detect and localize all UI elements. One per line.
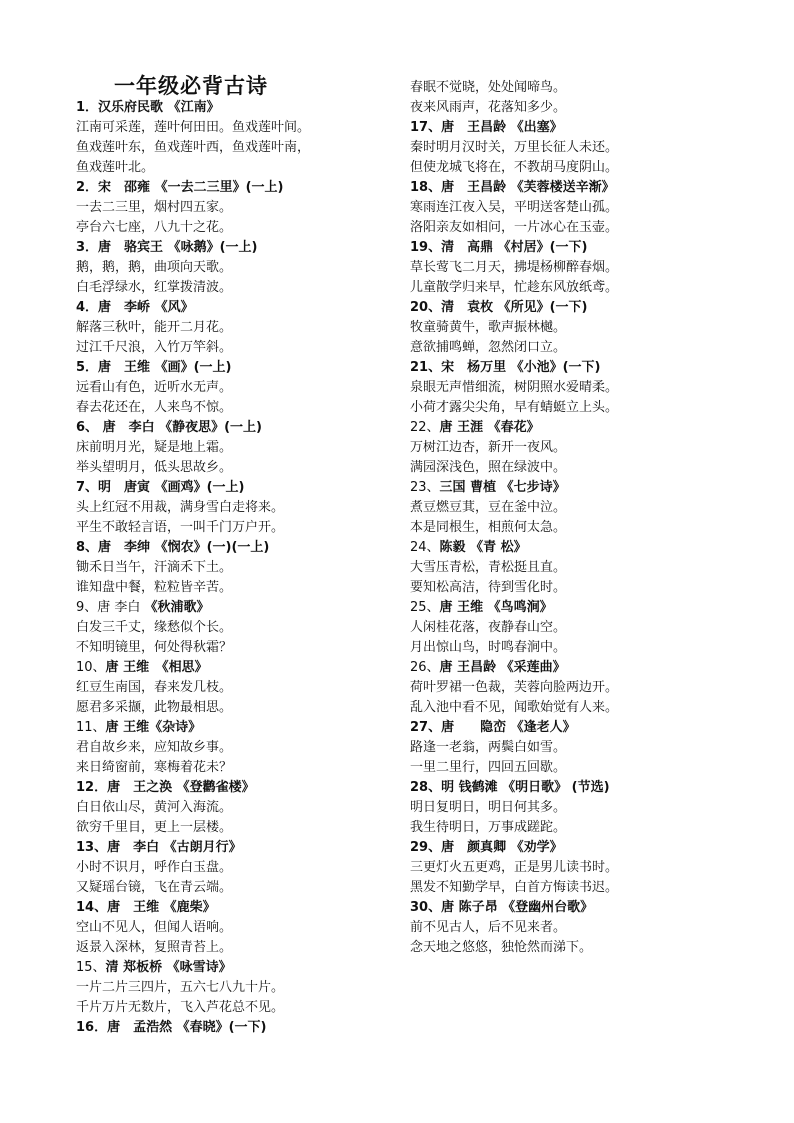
poem-heading: 3．唐 骆宾王 《咏鹅》(一上) <box>76 240 258 255</box>
poem-line: 不知明镜里，何处得秋霜？ <box>76 640 233 655</box>
poem-line: 谁知盘中餐，粒粒皆辛苦。 <box>76 580 233 595</box>
poem-heading <box>410 658 750 678</box>
poem-heading: 27、唐 隐峦 《逢老人》 <box>410 720 576 735</box>
poem-line: 寒雨连江夜入吴，平明送客楚山孤。 <box>410 200 619 215</box>
poem-line: 欲穷千里目，更上一层楼。 <box>76 820 233 835</box>
poem-line: 黑发不知勤学早，白首方悔读书迟。 <box>410 880 619 895</box>
poem-heading: 5．唐 王维 《画》(一上) <box>76 360 232 375</box>
poem-line: 乱入池中看不见，闻歌始觉有人来。 <box>410 700 619 715</box>
poem-line: 儿童散学归来早，忙趁东风放纸鸢。 <box>410 280 619 295</box>
poem-line: 万树江边杏，新开一夜风。 <box>410 440 567 455</box>
poem-title: 清 郑板桥 《咏雪诗》 <box>105 960 232 975</box>
poem-line: 意欲捕鸣蝉，忽然闭口立。 <box>410 340 567 355</box>
poem-heading <box>76 658 416 678</box>
poem-title: 唐 王维 《鸟鸣涧》 <box>439 600 553 615</box>
poem-line: 空山不见人，但闻人语响。 <box>76 920 233 935</box>
poem-line: 亭台六七座，八九十之花。 <box>76 220 233 235</box>
poem-heading <box>76 718 416 738</box>
poem-heading: 2．宋 邵雍 《一去二三里》(一上) <box>76 180 284 195</box>
poem-line: 泉眼无声惜细流，树阴照水爱晴柔。 <box>410 380 619 395</box>
poem-line: 平生不敢轻言语，一叫千门万户开。 <box>76 520 285 535</box>
poem-title: 唐 王维《杂诗》 <box>105 720 202 735</box>
poem-heading: 18、唐 王昌龄 《芙蓉楼送辛渐》 <box>410 180 615 195</box>
poem-heading: 7、明 唐寅 《画鸡》(一上) <box>76 480 245 495</box>
poem-heading: 30、唐 陈子昂 《登幽州台歌》 <box>410 900 594 915</box>
poem-line: 千片万片无数片，飞入芦花总不见。 <box>76 1000 285 1015</box>
poem-line: 念天地之悠悠，独怆然而涕下。 <box>410 940 593 955</box>
poem-line: 月出惊山鸟，时鸣春涧中。 <box>410 640 567 655</box>
poem-heading: 29、唐 颜真卿 《劝学》 <box>410 840 563 855</box>
poem-line: 鱼戏莲叶东，鱼戏莲叶西，鱼戏莲叶南， <box>76 140 311 155</box>
poem-line: 满园深浅色，照在绿波中。 <box>410 460 567 475</box>
poem-line: 举头望明月，低头思故乡。 <box>76 460 233 475</box>
poem-heading <box>76 958 416 978</box>
poem-line: 路逢一老翁，两鬓白如雪。 <box>410 740 567 755</box>
poem-number: 11、 <box>76 720 106 735</box>
poem-title: 唐 王维 《相思》 <box>105 660 208 675</box>
poem-line: 鹅，鹅，鹅，曲项向天歌。 <box>76 260 233 275</box>
poem-heading: 12．唐 王之涣 《登鹳雀楼》 <box>76 780 255 795</box>
poem-line: 君自故乡来，应知故乡事。 <box>76 740 233 755</box>
poem-line: 秦时明月汉时关，万里长征人未还。 <box>410 140 619 155</box>
poem-heading <box>410 478 750 498</box>
poem-line: 春去花还在，人来鸟不惊。 <box>76 400 233 415</box>
poem-line: 远看山有色，近听水无声。 <box>76 380 233 395</box>
poem-line: 一里二里行，四回五回歇。 <box>410 760 567 775</box>
poem-heading: 28、明 钱鹤滩 《明日歌》 (节选) <box>410 780 610 795</box>
poem-heading <box>410 538 750 558</box>
poem-line: 牧童骑黄牛，歌声振林樾。 <box>410 320 567 335</box>
poem-line: 草长莺飞二月天，拂堤杨柳醉春烟。 <box>410 260 619 275</box>
poem-heading: 16．唐 孟浩然 《春晓》(一下) <box>76 1020 267 1035</box>
poem-line: 床前明月光，疑是地上霜。 <box>76 440 233 455</box>
poem-heading: 17、唐 王昌龄 《出塞》 <box>410 120 563 135</box>
poem-line: 返景入深林，复照青苔上。 <box>76 940 233 955</box>
poem-line: 解落三秋叶，能开二月花。 <box>76 320 233 335</box>
poem-line: 本是同根生，相煎何太急。 <box>410 520 567 535</box>
poem-line: 但使龙城飞将在，不教胡马度阴山。 <box>410 160 619 175</box>
poem-line: 来日绮窗前，寒梅着花未？ <box>76 760 233 775</box>
poem-line: 白毛浮绿水，红掌拨清波。 <box>76 280 233 295</box>
poem-number: 9、唐 李白 <box>76 600 145 615</box>
poem-line: 我生待明日，万事成蹉跎。 <box>410 820 567 835</box>
poem-line: 明日复明日，明日何其多。 <box>410 800 567 815</box>
poem-line: 洛阳亲友如相问，一片冰心在玉壶。 <box>410 220 619 235</box>
poem-line: 三更灯火五更鸡，正是男儿读书时。 <box>410 860 619 875</box>
page-title: 一年级必背古诗 <box>114 73 268 98</box>
poem-line: 小荷才露尖尖角，早有蜻蜓立上头。 <box>410 400 619 415</box>
poem-title: 《秋浦歌》 <box>144 600 210 615</box>
poem-number: 15、 <box>76 960 106 975</box>
poem-line: 夜来风雨声，花落知多少。 <box>410 100 567 115</box>
poem-title: 陈毅 《青 松》 <box>439 540 527 555</box>
poem-line: 又疑瑶台镜，飞在青云端。 <box>76 880 233 895</box>
poem-line: 一片二片三四片，五六七八九十片。 <box>76 980 285 995</box>
poem-number: 26、 <box>410 660 440 675</box>
poem-title: 三国 曹植 《七步诗》 <box>439 480 566 495</box>
poem-title: 唐 王涯 《春花》 <box>439 420 540 435</box>
poem-line: 人闲桂花落，夜静春山空。 <box>410 620 567 635</box>
poem-heading: 13、唐 李白 《古朗月行》 <box>76 840 242 855</box>
poem-heading: 4．唐 李峤 《风》 <box>76 300 194 315</box>
left-column <box>76 98 416 1038</box>
poem-line: 一去二三里，烟村四五家。 <box>76 200 233 215</box>
poem-heading: 14、唐 王维 《鹿柴》 <box>76 900 216 915</box>
poem-number: 10、 <box>76 660 106 675</box>
poem-line: 春眠不觉晓，处处闻啼鸟。 <box>410 80 567 95</box>
poem-heading: 20、清 袁枚 《所见》(一下) <box>410 300 588 315</box>
poem-line: 小时不识月，呼作白玉盘。 <box>76 860 233 875</box>
poem-line: 锄禾日当午，汗滴禾下土。 <box>76 560 233 575</box>
poem-line: 红豆生南国，春来发几枝。 <box>76 680 233 695</box>
poem-line: 煮豆燃豆萁，豆在釜中泣。 <box>410 500 567 515</box>
poem-number: 24、 <box>410 540 440 555</box>
poem-line: 白发三千丈，缘愁似个长。 <box>76 620 233 635</box>
poem-heading: 8、唐 李绅 《悯农》(一)(一上) <box>76 540 270 555</box>
poem-title: 唐 王昌龄 《采莲曲》 <box>439 660 566 675</box>
poem-heading: 21、宋 杨万里 《小池》(一下) <box>410 360 601 375</box>
poem-line: 过江千尺浪，入竹万竿斜。 <box>76 340 233 355</box>
poem-heading: 19、清 高鼎 《村居》(一下) <box>410 240 588 255</box>
poem-number: 22、 <box>410 420 440 435</box>
poem-heading <box>410 418 750 438</box>
poem-number: 25、 <box>410 600 440 615</box>
poem-line: 前不见古人，后不见来者。 <box>410 920 567 935</box>
poem-line: 头上红冠不用裁，满身雪白走将来。 <box>76 500 285 515</box>
poem-heading: 6、 唐 李白 《静夜思》(一上) <box>76 420 262 435</box>
poem-line: 江南可采莲，莲叶何田田。鱼戏莲叶间。 <box>76 120 311 135</box>
poem-line: 要知松高洁，待到雪化时。 <box>410 580 567 595</box>
poem-number: 23、 <box>410 480 440 495</box>
poem-line: 荷叶罗裙一色裁，芙蓉向脸两边开。 <box>410 680 619 695</box>
poem-line: 大雪压青松，青松挺且直。 <box>410 560 567 575</box>
poem-heading: 1．汉乐府民歌 《江南》 <box>76 100 220 115</box>
poem-heading <box>76 598 416 618</box>
poem-line: 白日依山尽，黄河入海流。 <box>76 800 233 815</box>
right-column <box>410 78 750 958</box>
poem-line: 鱼戏莲叶北。 <box>76 160 155 175</box>
poem-heading <box>410 598 750 618</box>
poem-line: 愿君多采撷，此物最相思。 <box>76 700 233 715</box>
